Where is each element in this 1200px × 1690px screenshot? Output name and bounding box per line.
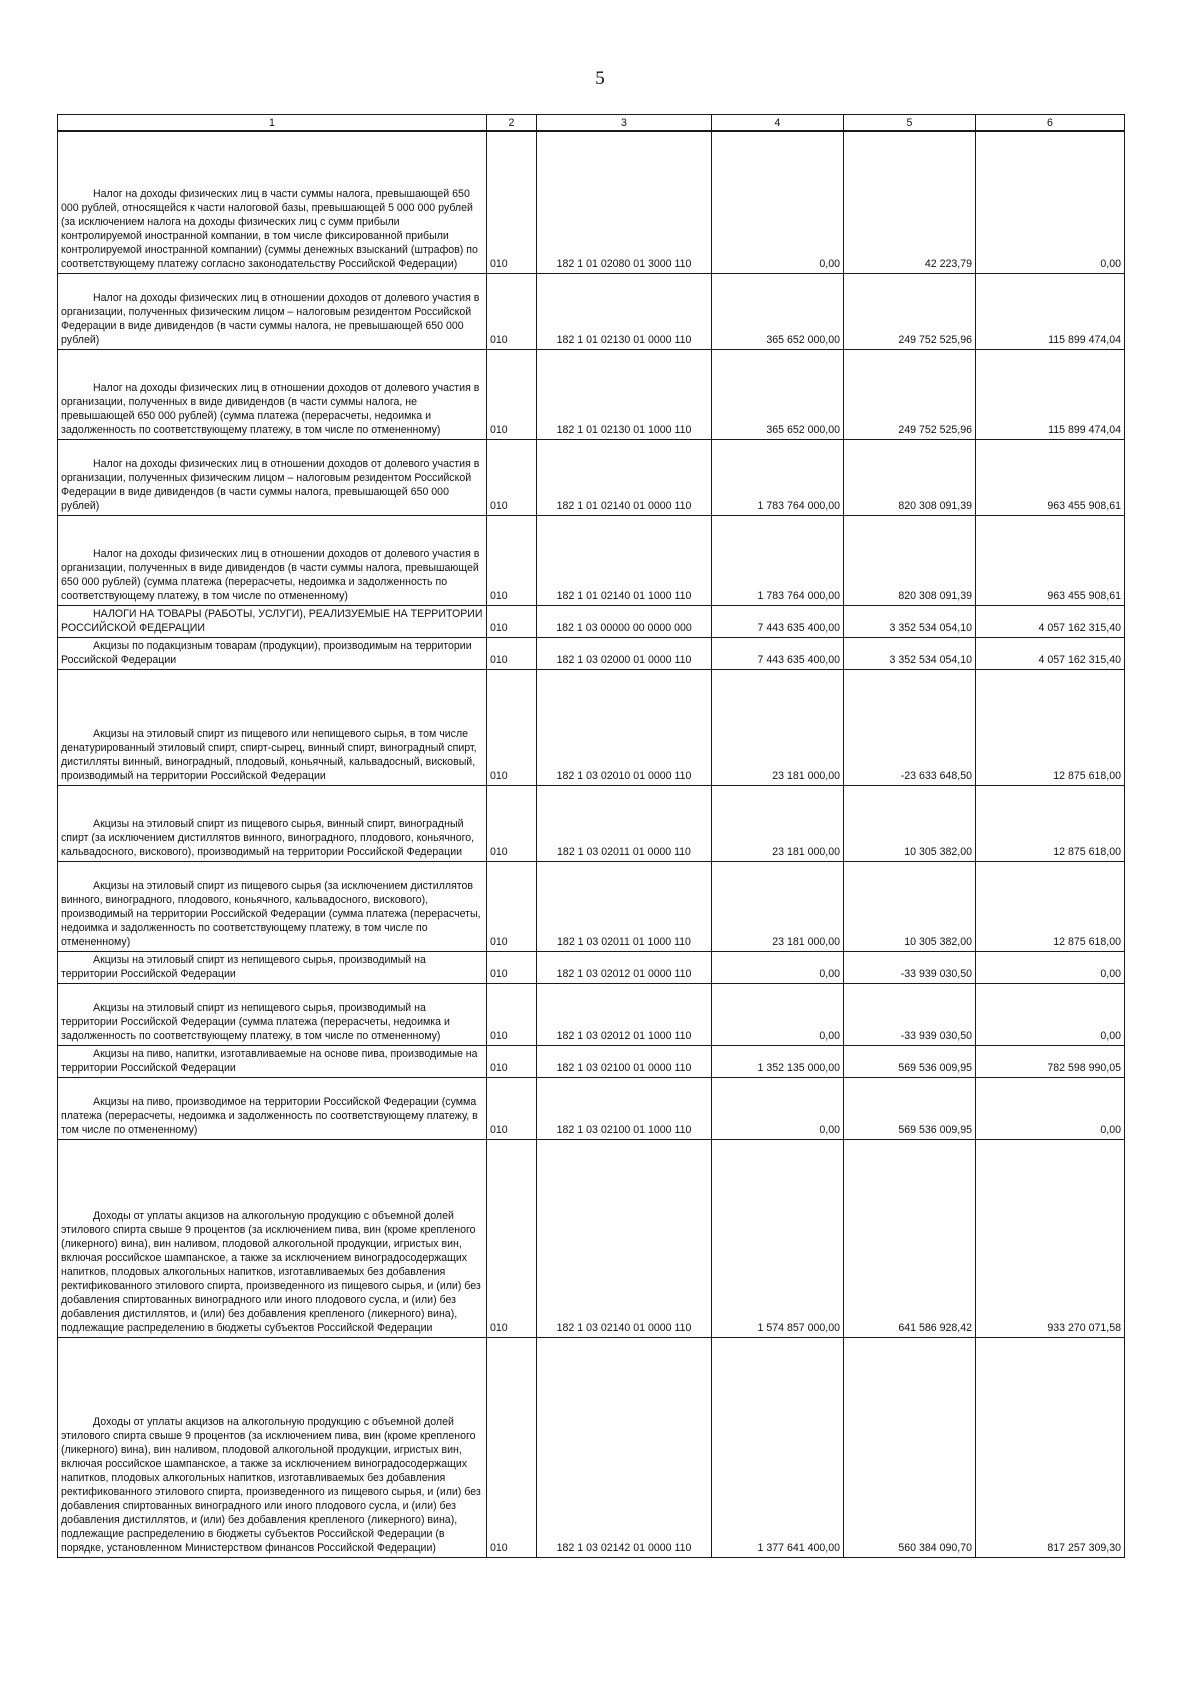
row-plan-amount-cell: 7 443 635 400,00 (712, 637, 844, 669)
row-code-cell: 010 (487, 439, 537, 515)
column-number-2: 2 (487, 115, 537, 132)
row-name-cell: Акцизы на этиловый спирт из пищевого сырья (за исключением дистиллятов винного, виноградного, плодового, коньячного, кальвадосного, вискового), производимый на территории Российской Федерации (сумма платежа (перерасчеты, недоимка и задолженность по соответствующему платежу, в том числе по отмененному) (58, 861, 487, 951)
row-plan-amount-cell: 0,00 (712, 1077, 844, 1139)
row-code-cell: 010 (487, 669, 537, 785)
column-number-6: 6 (976, 115, 1125, 132)
row-plan-amount-cell: 23 181 000,00 (712, 785, 844, 861)
row-remaining-amount-cell: 0,00 (976, 951, 1125, 983)
row-name-cell: Акцизы на этиловый спирт из непищевого сырья, производимый на территории Российской Федерации (58, 951, 487, 983)
row-kbk-cell: 182 1 01 02080 01 3000 110 (537, 131, 712, 273)
row-name-cell: Акцизы на пиво, производимое на территории Российской Федерации (сумма платежа (перерасчеты, недоимка и задолженность по соответствующему платежу, в том числе по отмененному) (58, 1077, 487, 1139)
row-kbk-cell: 182 1 01 02130 01 0000 110 (537, 273, 712, 349)
row-kbk-cell: 182 1 03 02100 01 1000 110 (537, 1077, 712, 1139)
row-actual-amount-cell: 641 586 928,42 (844, 1139, 976, 1337)
table-row (58, 1139, 1125, 1337)
row-actual-amount-cell: 249 752 525,96 (844, 349, 976, 439)
row-name-cell: Акцизы на пиво, напитки, изготавливаемые на основе пива, производимые на территории Российской Федерации (58, 1045, 487, 1077)
row-actual-amount-cell: -33 939 030,50 (844, 983, 976, 1045)
row-name-cell: Налог на доходы физических лиц в отношении доходов от долевого участия в организации, полученных в виде дивидендов (в части суммы налога, не превышающей 650 000 рублей) (сумма платежа (перерасчеты, недоимка и задолженность по соответствующему платежу, в том числе по отмененному) (58, 349, 487, 439)
table-row (58, 1337, 1125, 1557)
row-code-cell: 010 (487, 273, 537, 349)
table-row (58, 669, 1125, 785)
row-kbk-cell: 182 1 01 02130 01 1000 110 (537, 349, 712, 439)
row-name-cell: Акцизы на этиловый спирт из пищевого или непищевого сырья, в том числе денатурированный этиловый спирт, спирт-сырец, винный спирт, виноградный спирт, дистилляты винный, виноградный, плодовый, коньячный, кальвадосный, висковый, производимый на территории Российской Федерации (58, 669, 487, 785)
row-code-cell: 010 (487, 861, 537, 951)
row-kbk-cell: 182 1 03 02000 01 0000 110 (537, 637, 712, 669)
row-actual-amount-cell: 10 305 382,00 (844, 785, 976, 861)
row-code-cell: 010 (487, 983, 537, 1045)
row-remaining-amount-cell: 115 899 474,04 (976, 273, 1125, 349)
table-row (58, 131, 1125, 273)
table-row (58, 983, 1125, 1045)
page-number: 5 (595, 68, 605, 89)
row-actual-amount-cell: 569 536 009,95 (844, 1045, 976, 1077)
row-actual-amount-cell: 820 308 091,39 (844, 439, 976, 515)
table-row (58, 1077, 1125, 1139)
row-actual-amount-cell: 42 223,79 (844, 131, 976, 273)
table-row (58, 605, 1125, 637)
row-actual-amount-cell: 10 305 382,00 (844, 861, 976, 951)
row-kbk-cell: 182 1 03 02010 01 0000 110 (537, 669, 712, 785)
row-kbk-cell: 182 1 03 02012 01 1000 110 (537, 983, 712, 1045)
row-remaining-amount-cell: 963 455 908,61 (976, 439, 1125, 515)
row-code-cell: 010 (487, 637, 537, 669)
row-code-cell: 010 (487, 605, 537, 637)
column-number-4: 4 (712, 115, 844, 132)
row-name-cell: Налог на доходы физических лиц в части суммы налога, превышающей 650 000 рублей, относящейся к части налоговой базы, превышающей 5 000 000 рублей (за исключением налога на доходы физических лиц с сумм прибыли контролируемой иностранной компании, в том числе фиксированной прибыли контролируемой иностранной компании) (суммы денежных взысканий (штрафов) по соответствующему платежу согласно законодательству Российской Федерации) (58, 131, 487, 273)
row-code-cell: 010 (487, 1077, 537, 1139)
row-code-cell: 010 (487, 515, 537, 605)
row-remaining-amount-cell: 817 257 309,30 (976, 1337, 1125, 1557)
row-name-cell: Акцизы на этиловый спирт из пищевого сырья, винный спирт, виноградный спирт (за исключением дистиллятов винного, виноградного, плодового, коньячного, кальвадосного, вискового), производимый на территории Российской Федерации (58, 785, 487, 861)
row-code-cell: 010 (487, 349, 537, 439)
row-kbk-cell: 182 1 03 02011 01 1000 110 (537, 861, 712, 951)
row-remaining-amount-cell: 12 875 618,00 (976, 785, 1125, 861)
row-name-cell: Налог на доходы физических лиц в отношении доходов от долевого участия в организации, полученных физическим лицом – налоговым резидентом Российской Федерации в виде дивидендов (в части суммы налога, превышающей 650 000 рублей) (58, 439, 487, 515)
row-code-cell: 010 (487, 1139, 537, 1337)
row-code-cell: 010 (487, 131, 537, 273)
row-remaining-amount-cell: 12 875 618,00 (976, 669, 1125, 785)
row-plan-amount-cell: 1 574 857 000,00 (712, 1139, 844, 1337)
row-remaining-amount-cell: 12 875 618,00 (976, 861, 1125, 951)
row-remaining-amount-cell: 0,00 (976, 131, 1125, 273)
row-actual-amount-cell: 3 352 534 054,10 (844, 605, 976, 637)
table-row (58, 273, 1125, 349)
row-plan-amount-cell: 0,00 (712, 983, 844, 1045)
table-row (58, 861, 1125, 951)
row-actual-amount-cell: 3 352 534 054,10 (844, 637, 976, 669)
row-actual-amount-cell: 560 384 090,70 (844, 1337, 976, 1557)
row-code-cell: 010 (487, 785, 537, 861)
revenue-table (57, 114, 1125, 1558)
table-row (58, 1045, 1125, 1077)
row-plan-amount-cell: 1 377 641 400,00 (712, 1337, 844, 1557)
row-remaining-amount-cell: 782 598 990,05 (976, 1045, 1125, 1077)
row-actual-amount-cell: 249 752 525,96 (844, 273, 976, 349)
table-row (58, 515, 1125, 605)
row-remaining-amount-cell: 0,00 (976, 983, 1125, 1045)
table-row (58, 951, 1125, 983)
row-remaining-amount-cell: 4 057 162 315,40 (976, 605, 1125, 637)
row-plan-amount-cell: 23 181 000,00 (712, 861, 844, 951)
row-remaining-amount-cell: 963 455 908,61 (976, 515, 1125, 605)
row-kbk-cell: 182 1 01 02140 01 0000 110 (537, 439, 712, 515)
row-plan-amount-cell: 1 783 764 000,00 (712, 515, 844, 605)
row-kbk-cell: 182 1 03 02100 01 0000 110 (537, 1045, 712, 1077)
row-plan-amount-cell: 0,00 (712, 131, 844, 273)
row-code-cell: 010 (487, 1337, 537, 1557)
row-code-cell: 010 (487, 951, 537, 983)
row-kbk-cell: 182 1 03 02142 01 0000 110 (537, 1337, 712, 1557)
row-kbk-cell: 182 1 01 02140 01 1000 110 (537, 515, 712, 605)
row-remaining-amount-cell: 115 899 474,04 (976, 349, 1125, 439)
row-kbk-cell: 182 1 03 02012 01 0000 110 (537, 951, 712, 983)
row-name-cell: Акцизы на этиловый спирт из непищевого сырья, производимый на территории Российской Федерации (сумма платежа (перерасчеты, недоимка и задолженность по соответствующему платежу, в том числе по отмененному) (58, 983, 487, 1045)
column-number-5: 5 (844, 115, 976, 132)
row-actual-amount-cell: -23 633 648,50 (844, 669, 976, 785)
table-row (58, 439, 1125, 515)
row-plan-amount-cell: 1 783 764 000,00 (712, 439, 844, 515)
column-number-1: 1 (58, 115, 487, 132)
table-header-row (58, 115, 1125, 132)
row-kbk-cell: 182 1 03 02011 01 0000 110 (537, 785, 712, 861)
row-name-cell: Налог на доходы физических лиц в отношении доходов от долевого участия в организации, полученных в виде дивидендов (в части суммы налога, превышающей 650 000 рублей) (сумма платежа (перерасчеты, недоимка и задолженность по соответствующему платежу, в том числе по отмененному) (58, 515, 487, 605)
row-plan-amount-cell: 23 181 000,00 (712, 669, 844, 785)
row-name-cell: Налог на доходы физических лиц в отношении доходов от долевого участия в организации, полученных физическим лицом – налоговым резидентом Российской Федерации в виде дивидендов (в части суммы налога, не превышающей 650 000 рублей) (58, 273, 487, 349)
row-remaining-amount-cell: 933 270 071,58 (976, 1139, 1125, 1337)
row-actual-amount-cell: 569 536 009,95 (844, 1077, 976, 1139)
row-name-cell: Доходы от уплаты акцизов на алкогольную продукцию с объемной долей этилового спирта свыше 9 процентов (за исключением пива, вин (кроме крепленого (ликерного) вина), вин наливом, плодовой алкогольной продукции, игристых вин, включая российское шампанское, а также за исключением виноградосодержащих напитков, плодовых алкогольных напитков, изготавливаемых без добавления ректификованного этилового спирта, произведенного из пищевого сырья, и (или) без добавления спиртованных виноградного или иного плодового сусла, и (или) без добавления дистиллятов, и (или) без добавления крепленого (ликерного) вина), подлежащие распределению в бюджеты субъектов Российской Федерации (в порядке, установленном Министерством финансов Российской Федерации) (58, 1337, 487, 1557)
row-plan-amount-cell: 7 443 635 400,00 (712, 605, 844, 637)
row-remaining-amount-cell: 4 057 162 315,40 (976, 637, 1125, 669)
row-remaining-amount-cell: 0,00 (976, 1077, 1125, 1139)
row-plan-amount-cell: 365 652 000,00 (712, 349, 844, 439)
row-plan-amount-cell: 0,00 (712, 951, 844, 983)
row-code-cell: 010 (487, 1045, 537, 1077)
row-kbk-cell: 182 1 03 00000 00 0000 000 (537, 605, 712, 637)
table-row (58, 785, 1125, 861)
row-plan-amount-cell: 1 352 135 000,00 (712, 1045, 844, 1077)
column-number-3: 3 (537, 115, 712, 132)
row-name-cell: Акцизы по подакцизным товарам (продукции), производимым на территории Российской Федерации (58, 637, 487, 669)
table-row (58, 349, 1125, 439)
row-name-cell: НАЛОГИ НА ТОВАРЫ (РАБОТЫ, УСЛУГИ), РЕАЛИЗУЕМЫЕ НА ТЕРРИТОРИИ РОССИЙСКОЙ ФЕДЕРАЦИИ (58, 605, 487, 637)
row-kbk-cell: 182 1 03 02140 01 0000 110 (537, 1139, 712, 1337)
row-plan-amount-cell: 365 652 000,00 (712, 273, 844, 349)
row-actual-amount-cell: 820 308 091,39 (844, 515, 976, 605)
row-name-cell: Доходы от уплаты акцизов на алкогольную продукцию с объемной долей этилового спирта свыше 9 процентов (за исключением пива, вин (кроме крепленого (ликерного) вина), вин наливом, плодовой алкогольной продукции, игристых вин, включая российское шампанское, а также за исключением виноградосодержащих напитков, плодовых алкогольных напитков, изготавливаемых без добавления ректификованного этилового спирта, произведенного из пищевого сырья, и (или) без добавления спиртованных виноградного или иного плодового сусла, и (или) без добавления дистиллятов, и (или) без добавления крепленого (ликерного) вина), подлежащие распределению в бюджеты субъектов Российской Федерации (58, 1139, 487, 1337)
row-actual-amount-cell: -33 939 030,50 (844, 951, 976, 983)
table-row (58, 637, 1125, 669)
